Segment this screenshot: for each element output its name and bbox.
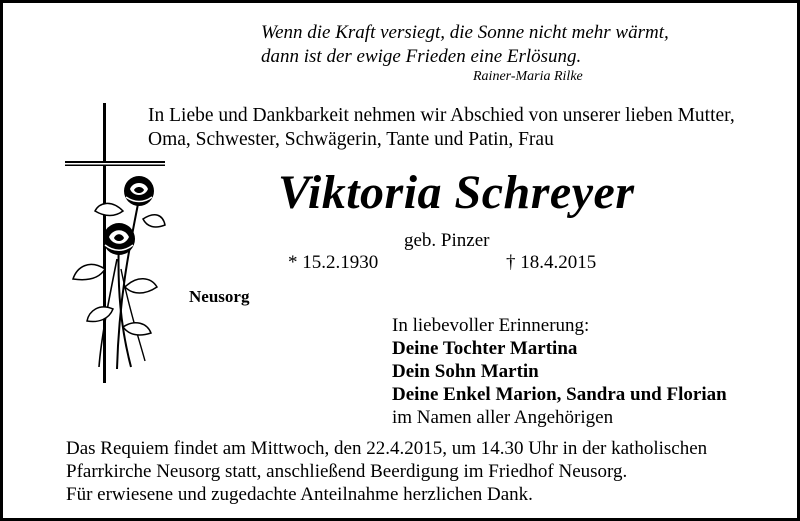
mourner-daughter: Deine Tochter Martina [392, 338, 578, 359]
quote-author: Rainer-Maria Rilke [473, 69, 583, 84]
quote [261, 21, 669, 69]
mourners-others: im Namen aller Angehörigen [392, 407, 614, 428]
birth-name: geb. Pinzer [404, 230, 490, 251]
death-date: † 18.4.2015 [506, 252, 597, 273]
place-of-residence: Neusorg [189, 287, 250, 306]
birth-date: * 15.2.1930 [288, 252, 379, 273]
mourners-block [392, 314, 727, 429]
mourners-heading: In liebevoller Erinnerung: [392, 315, 590, 336]
mourner-son: Dein Sohn Martin [392, 361, 539, 382]
closing-line-3: Für erwiesene und zugedachte Anteilnahme herzlichen Dank. [66, 484, 533, 505]
quote-line-1: Wenn die Kraft versiegt, die Sonne nicht mehr wärmt, [261, 22, 669, 43]
quote-line-2: dann ist der ewige Frieden eine Erlösung. [261, 46, 582, 67]
closing-line-2: Pfarrkirche Neusorg statt, anschließend Beerdigung im Friedhof Neusorg. [66, 461, 628, 482]
intro-line-1: In Liebe und Dankbarkeit nehmen wir Abschied von unserer lieben Mutter, [148, 105, 735, 126]
deceased-name: Viktoria Schreyer [278, 166, 635, 219]
intro-line-2: Oma, Schwester, Schwägerin, Tante und Patin, Frau [148, 129, 554, 150]
closing-line-1: Das Requiem findet am Mittwoch, den 22.4.2015, um 14.30 Uhr in der katholischen [66, 438, 708, 459]
closing-text [66, 437, 707, 506]
intro-text [148, 104, 735, 152]
mourner-grandchildren: Deine Enkel Marion, Sandra und Florian [392, 384, 727, 405]
